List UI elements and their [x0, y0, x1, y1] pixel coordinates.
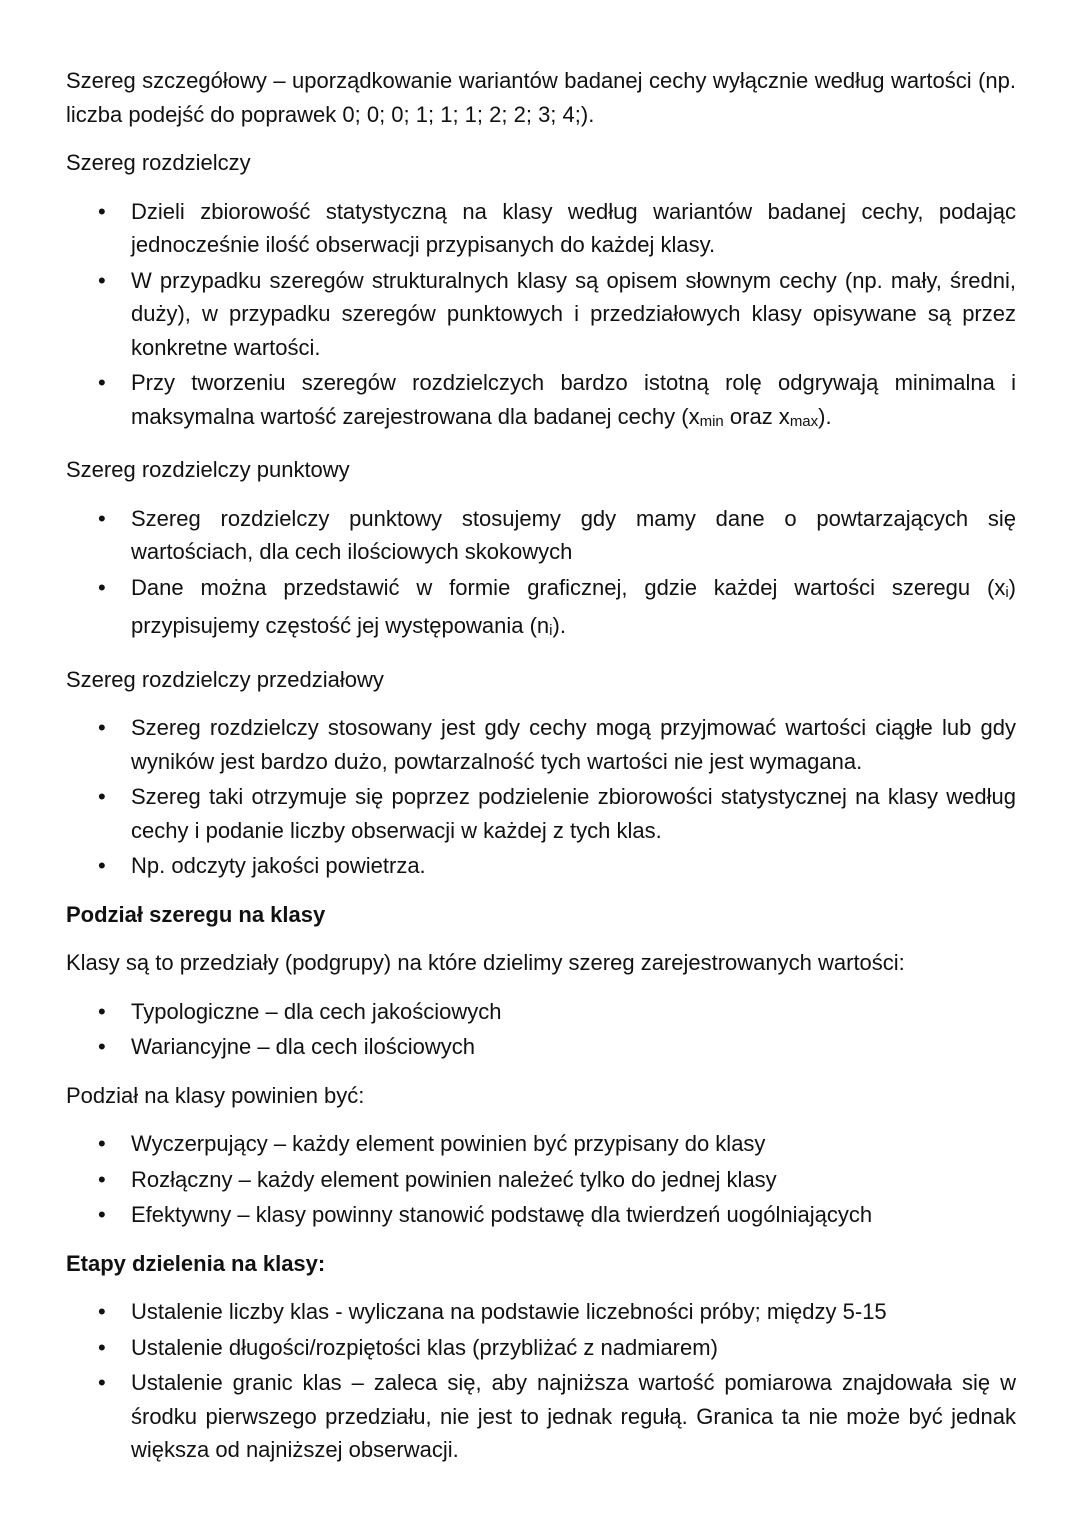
list-item	[66, 849, 1016, 883]
bullet-icon: •	[98, 505, 106, 531]
heading-etapy-dzielenia: Etapy dzielenia na klasy:	[66, 1250, 326, 1276]
text-fragment: ) przypisujemy częstość jej występowania (n	[131, 574, 1016, 638]
list-item	[66, 1366, 1016, 1467]
list-item-text: Szereg rozdzielczy punktowy stosujemy gdy mamy dane o powtarzających się wartościach, dla cech ilościowych skokowych	[131, 505, 1016, 564]
text-fragment: ).	[818, 403, 832, 429]
text-fragment: Przy tworzeniu szeregów rozdzielczych bardzo istotną rolę odgrywają minimalna i maksymalna wartość zarejestrowana dla badanej cechy (x	[131, 370, 1016, 429]
bullet-icon: •	[98, 1370, 106, 1395]
list-item-text: Ustalenie długości/rozpiętości klas (przybliżać z nadmiarem)	[131, 1334, 718, 1360]
list-cechy-podzialu	[66, 1127, 1016, 1232]
list-item-text: Ustalenie liczby klas - wyliczana na podstawie liczebności próby; między 5-15	[131, 1299, 887, 1324]
list-item	[66, 995, 1016, 1029]
subscript-min: min	[699, 412, 724, 430]
list-item-text: Np. odczyty jakości powietrza.	[131, 853, 426, 878]
subscript-i: i	[549, 622, 553, 639]
list-etapy	[66, 1295, 1016, 1467]
bullet-icon: •	[98, 267, 106, 293]
text-fragment: oraz x	[723, 403, 790, 429]
list-item-text	[131, 575, 1016, 639]
subscript-i: i	[1005, 583, 1009, 601]
list-item-text: Dzieli zbiorowość statystyczną na klasy według wariantów badanej cechy, podając jednocześnie ilość obserwacji przypisanych do każdej klasy.	[131, 198, 1016, 257]
list-item-text: Rozłączny – każdy element powinien należeć tylko do jednej klasy	[131, 1166, 777, 1192]
document-page	[66, 64, 1016, 1469]
list-item	[66, 571, 1016, 648]
heading-podzial-szeregu: Podział szeregu na klasy	[66, 901, 326, 927]
bullet-icon: •	[98, 1299, 106, 1324]
list-item-text: Szereg rozdzielczy stosowany jest gdy cechy mogą przyjmować wartości ciągłe lub gdy wyników jest bardzo dużo, powtarzalność tych wartości nie jest wymagana.	[131, 715, 1016, 774]
section-title-szereg-przedzialowy: Szereg rozdzielczy przedziałowy	[66, 666, 384, 692]
list-item	[66, 780, 1016, 847]
paragraph-podzial-powinien: Podział na klasy powinien być:	[66, 1082, 365, 1108]
bullet-icon: •	[98, 370, 106, 395]
list-item	[66, 1163, 1016, 1197]
list-item	[66, 1127, 1016, 1161]
list-szereg-rozdzielczy	[66, 195, 1016, 439]
section-title-szereg-rozdzielczy: Szereg rozdzielczy	[66, 150, 251, 175]
list-item	[66, 366, 1016, 438]
bullet-icon: •	[98, 1166, 106, 1192]
list-szereg-punktowy	[66, 502, 1016, 648]
paragraph-klasy: Klasy są to przedziały (podgrupy) na które dzielimy szereg zarejestrowanych wartości:	[66, 950, 905, 975]
bullet-icon: •	[98, 784, 106, 809]
list-item	[66, 711, 1016, 778]
list-item	[66, 1198, 1016, 1232]
section-title-szereg-punktowy: Szereg rozdzielczy punktowy	[66, 457, 350, 482]
bullet-icon: •	[98, 998, 106, 1024]
list-item-text: Efektywny – klasy powinny stanowić podstawę dla twierdzeń uogólniających	[131, 1202, 873, 1227]
list-item-text: Wariancyjne – dla cech ilościowych	[131, 1034, 475, 1059]
bullet-icon: •	[98, 1034, 106, 1059]
list-item-text: Wyczerpujący – każdy element powinien być przypisany do klasy	[131, 1131, 766, 1156]
list-item	[66, 195, 1016, 262]
list-rodzaje-klas	[66, 995, 1016, 1064]
list-item	[66, 1331, 1016, 1365]
bullet-icon: •	[98, 198, 106, 224]
list-item-text: Szereg taki otrzymuje się poprzez podzielenie zbiorowości statystycznej na klasy według cechy i podanie liczby obserwacji w każdej z tych klas.	[131, 784, 1016, 843]
bullet-icon: •	[98, 574, 106, 600]
text-fragment: Dane można przedstawić w formie graficznej, gdzie każdej wartości szeregu (x	[131, 574, 1006, 600]
list-item	[66, 1295, 1016, 1329]
list-item-text: Typologiczne – dla cech jakościowych	[131, 998, 502, 1024]
list-item-text	[131, 370, 1016, 429]
list-szereg-przedzialowy	[66, 711, 1016, 883]
bullet-icon: •	[98, 715, 106, 740]
list-item-text: Ustalenie granic klas – zaleca się, aby najniższa wartość pomiarowa znajdowała się w środku pierwszego przedziału, nie jest to jednak regułą. Granica ta nie może być jednak większa od najniższej obserwacji.	[131, 1370, 1016, 1462]
subscript-max: max	[789, 412, 819, 430]
list-item	[66, 264, 1016, 365]
bullet-icon: •	[98, 1202, 106, 1227]
bullet-icon: •	[98, 853, 106, 878]
list-item	[66, 1030, 1016, 1064]
bullet-icon: •	[98, 1334, 106, 1360]
list-item	[66, 502, 1016, 569]
paragraph-szereg-szczegolowy: Szereg szczegółowy – uporządkowanie wariantów badanej cechy wyłącznie według wartości (np. liczba podejść do poprawek 0; 0; 0; 1; 1; 1; 2; 2; 3; 4;).	[66, 68, 1016, 127]
bullet-icon: •	[98, 1131, 106, 1156]
list-item-text: W przypadku szeregów strukturalnych klasy są opisem słownym cechy (np. mały, średni, duży), w przypadku szeregów punktowych i przedziałowych klasy opisywane są przez konkretne wartości.	[131, 267, 1016, 360]
text-fragment: ).	[552, 613, 566, 638]
